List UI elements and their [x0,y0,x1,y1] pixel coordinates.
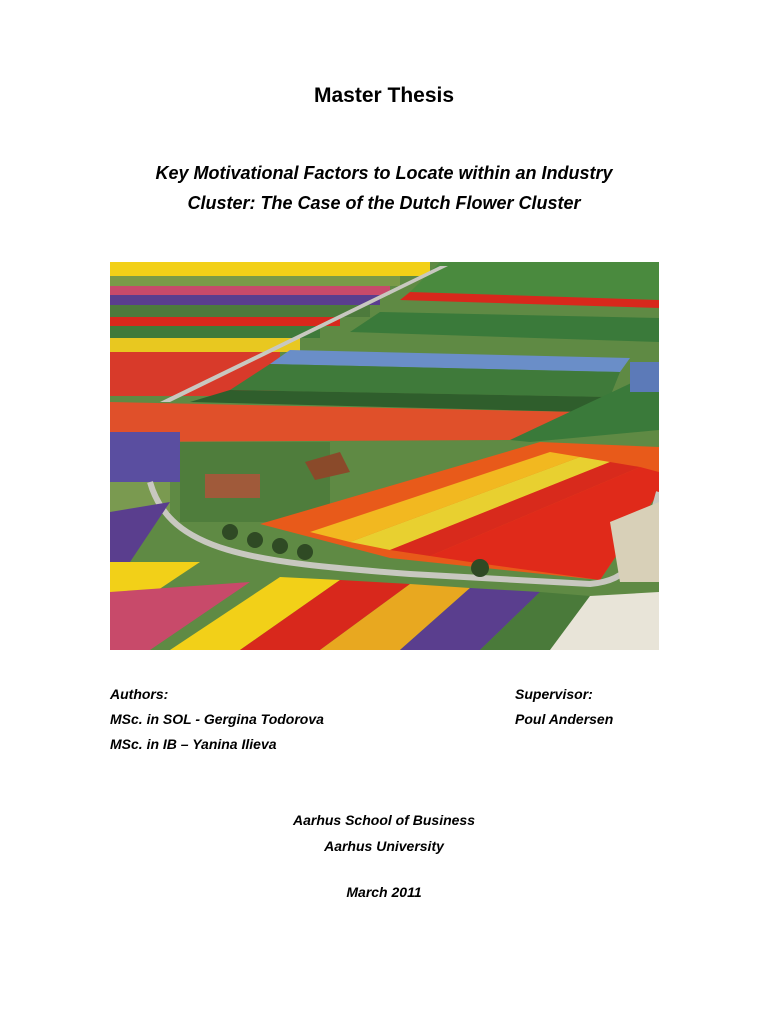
supervisor-block [515,682,613,732]
tree [297,544,313,560]
supervisor-name: Poul Andersen [515,711,614,727]
subtitle-line-1: Key Motivational Factors to Locate within an Industry [155,163,613,183]
field-blue-right [630,362,659,392]
field-purple-left [110,432,180,482]
flower-fields-illustration [110,262,659,650]
tree [272,538,288,554]
field-purple-top [110,295,380,305]
university-name: Aarhus University [324,838,444,854]
field-green-2 [110,326,320,338]
tree [247,532,263,548]
submission-date: March 2011 [346,884,422,900]
field-top-green [110,276,400,286]
author-2: MSc. in IB – Yanina Ilieva [110,736,277,752]
school-name: Aarhus School of Business [292,812,476,828]
tree [471,559,489,577]
document-title: Master Thesis [313,84,455,107]
field-yellow-top [110,262,430,276]
institution-block [0,807,768,859]
authors-label: Authors: [110,686,169,702]
supervisor-label: Supervisor: [515,686,593,702]
author-1: MSc. in SOL - Gergina Todorova [110,711,324,727]
field-green-top [110,305,370,317]
authors-block [110,682,324,757]
thesis-subtitle [80,158,688,218]
field-red-top [110,317,340,326]
field-pink-top [110,286,390,295]
cover-photo-flower-fields [110,262,659,650]
subtitle-line-2: Cluster: The Case of the Dutch Flower Cluster [187,193,581,213]
farm-house-roof [205,474,260,498]
tree [222,524,238,540]
